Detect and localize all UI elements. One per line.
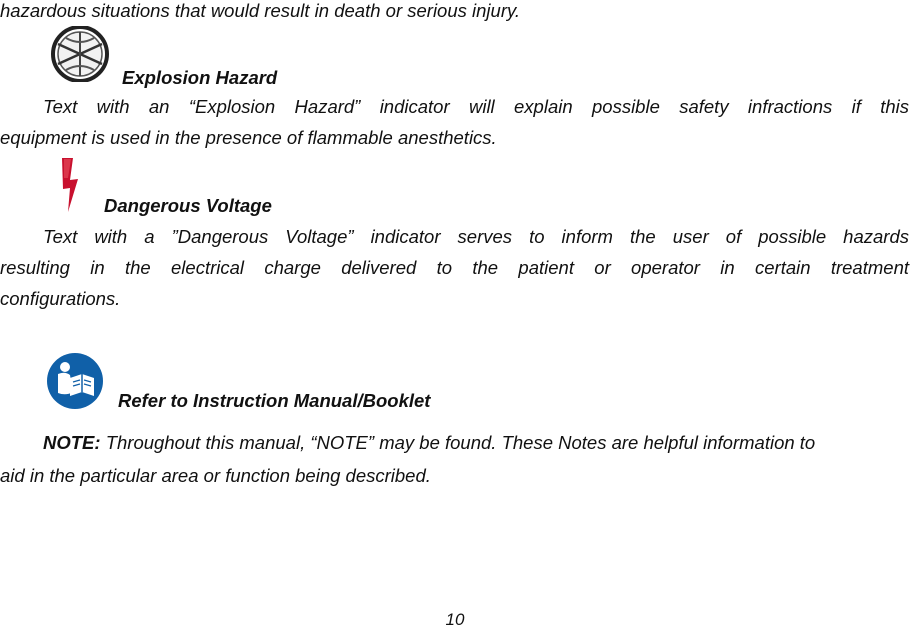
note-line1 [0, 432, 909, 454]
note-label: NOTE: [43, 432, 101, 453]
page-number: 10 [445, 610, 465, 629]
note-text-1: Throughout this manual, “NOTE” may be found. These Notes are helpful information to [100, 432, 816, 453]
dangerous-voltage-title: Dangerous Voltage [104, 195, 272, 216]
explosion-text-1: Text with an “Explosion Hazard” indicator will explain possible safety infractions if this [43, 96, 909, 117]
explosion-text-line2: equipment is used in the presence of flammable anesthetics. [0, 127, 497, 148]
instruction-manual-icon [46, 352, 104, 410]
voltage-text-2: resulting in the electrical charge delivered to the patient or operator in certain treatment [0, 257, 909, 278]
voltage-text-line2 [0, 257, 909, 279]
voltage-text-line1 [0, 226, 909, 248]
explosion-hazard-title: Explosion Hazard [122, 67, 278, 88]
explosion-hazard-icon [48, 26, 112, 82]
voltage-text-line3: configurations. [0, 288, 121, 309]
lightning-bolt-icon [58, 158, 84, 212]
explosion-text-line1 [0, 96, 909, 118]
voltage-text-1: Text with a ”Dangerous Voltage” indicator serves to inform the user of possible hazards [43, 226, 909, 247]
instruction-manual-title: Refer to Instruction Manual/Booklet [118, 390, 431, 411]
note-line2: aid in the particular area or function being described. [0, 465, 431, 486]
intro-text: hazardous situations that would result in death or serious injury. [0, 0, 520, 21]
